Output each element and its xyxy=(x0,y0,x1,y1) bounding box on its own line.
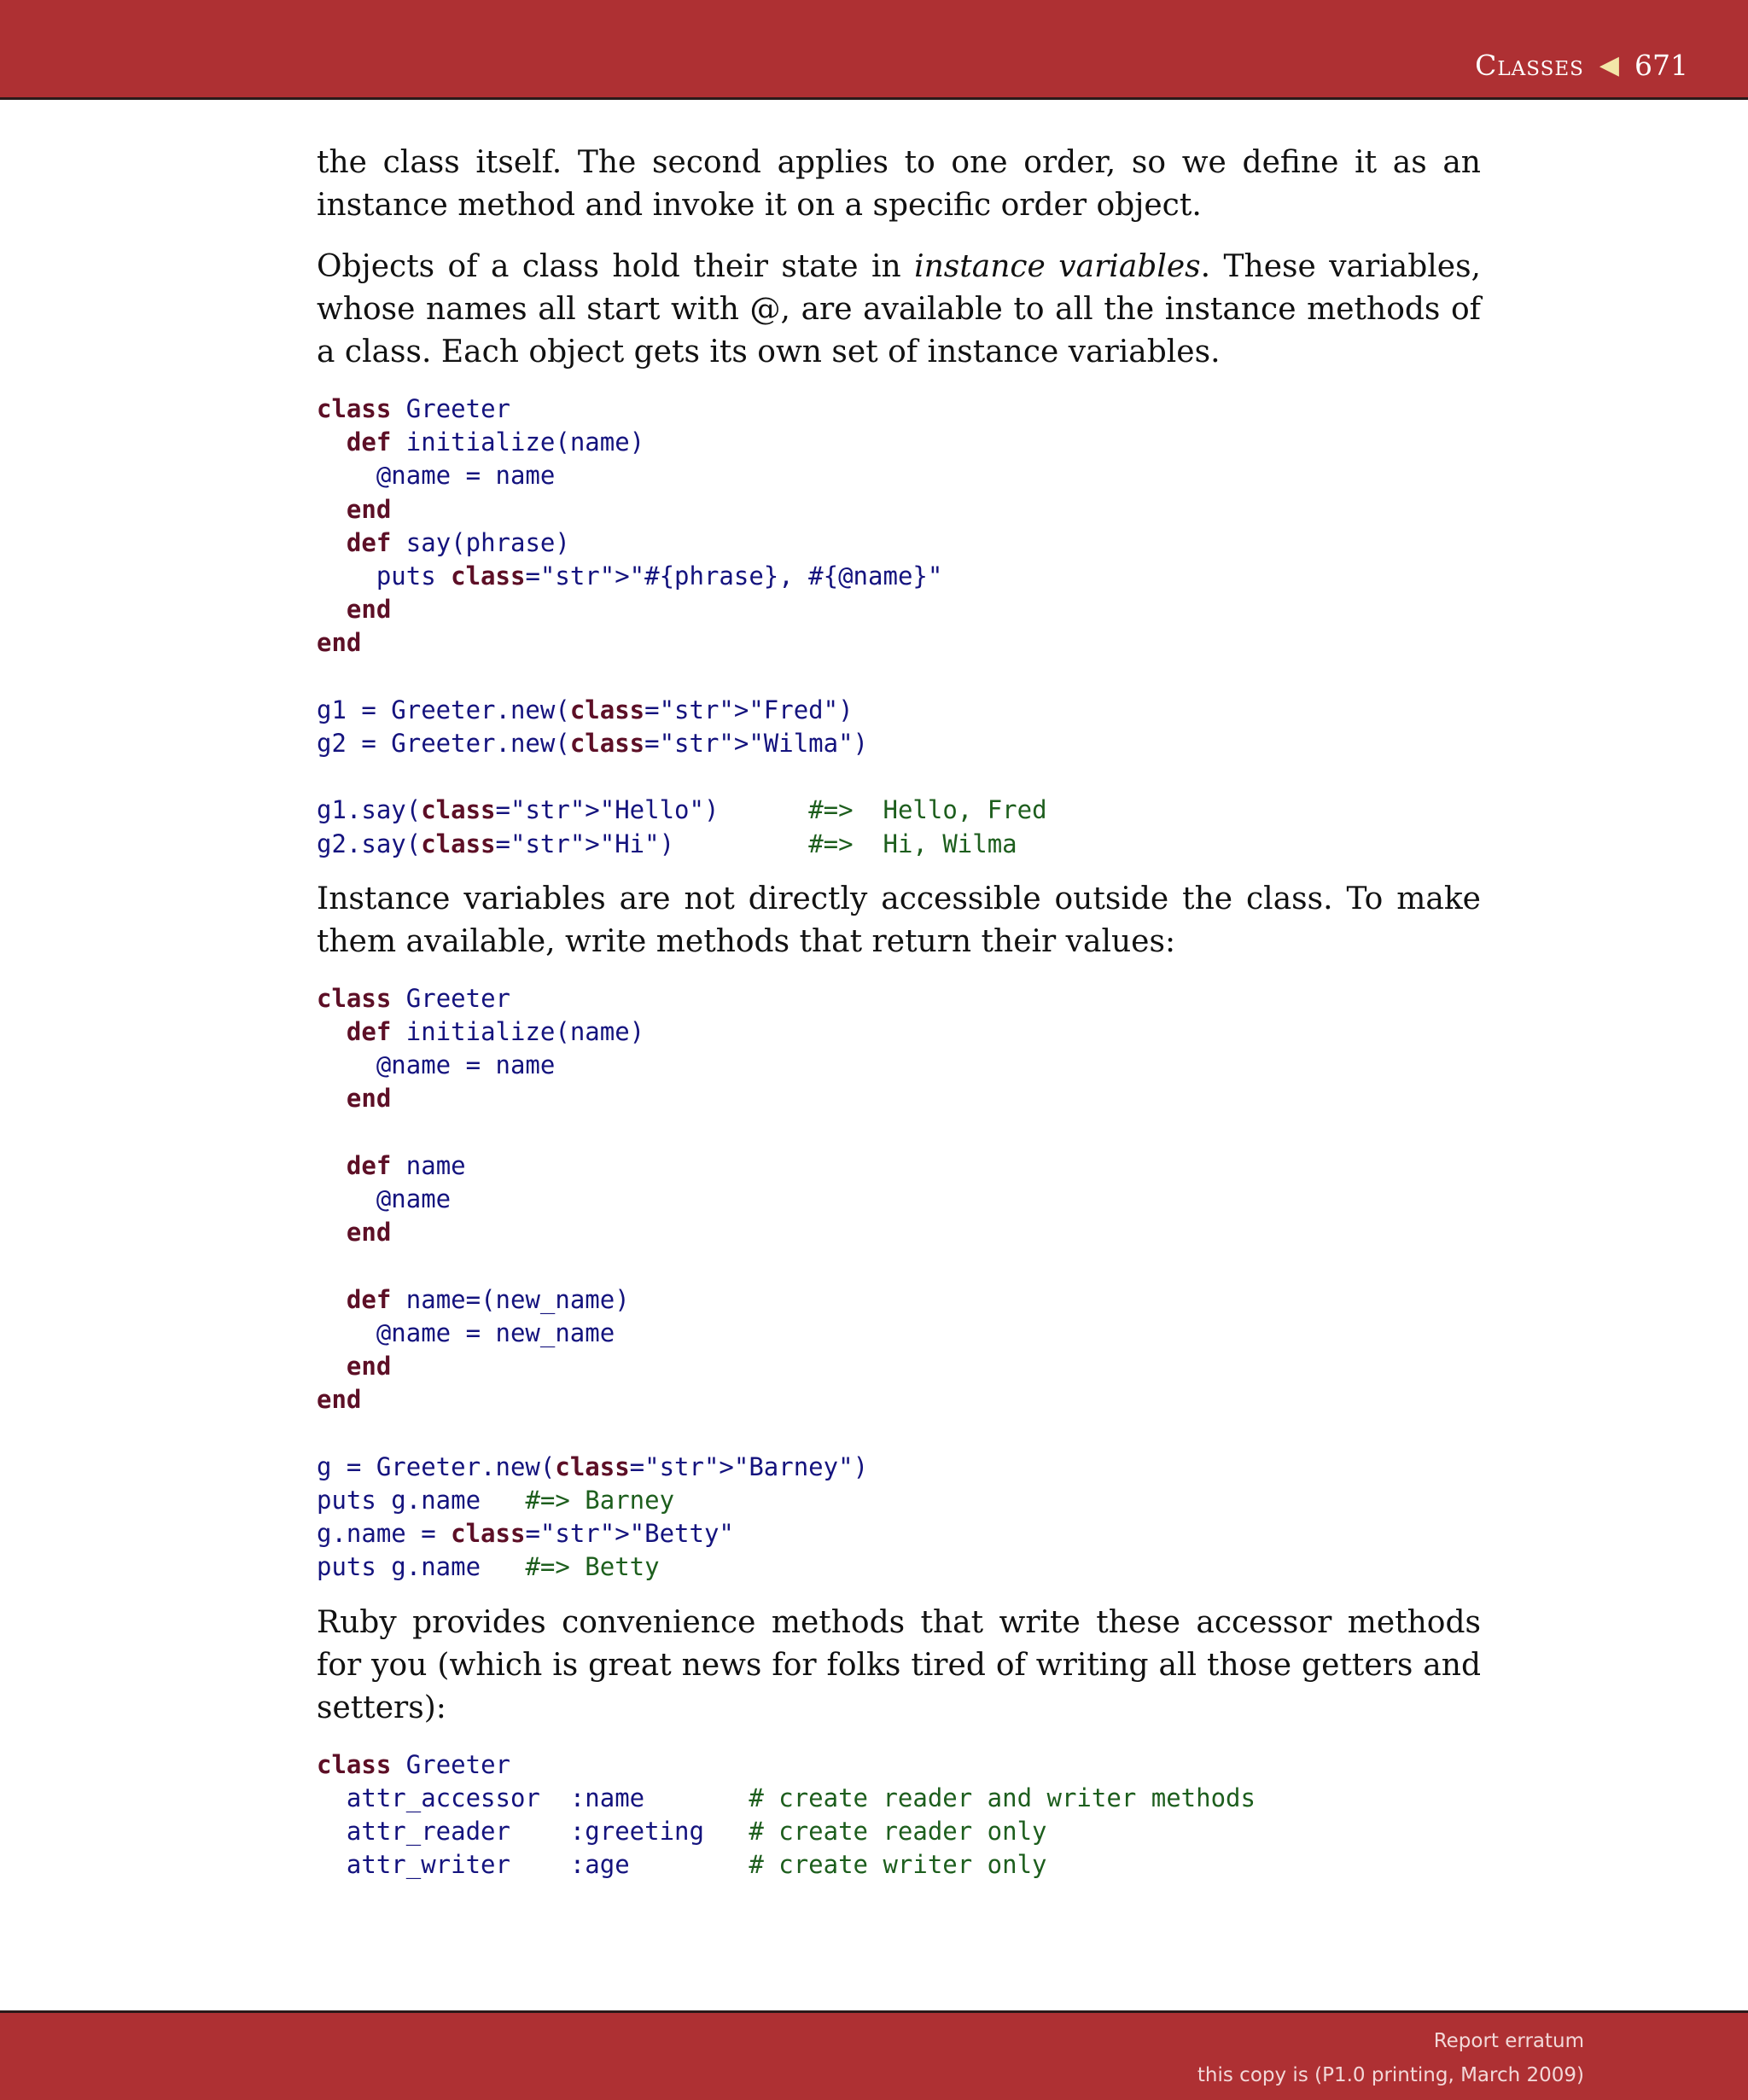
paragraph-instance-variables xyxy=(317,246,1481,374)
ivar-text-before: Objects of a class hold their state in xyxy=(317,249,915,284)
code-block-greeter-accessors xyxy=(317,982,1481,1585)
code-line xyxy=(317,660,1481,694)
code-line: @name = name xyxy=(317,461,556,491)
paragraph-intro: the class itself. The second applies to one order, so we define it as an instance method and invoke it on a specific order object. xyxy=(317,145,1481,223)
code-line: end xyxy=(346,1352,392,1382)
code-line: def initialize(name) xyxy=(346,1017,645,1047)
section-title: Classes xyxy=(1475,49,1584,82)
code-line: end xyxy=(346,1084,392,1114)
header-band xyxy=(0,0,1748,100)
code-line: def name=(new_name) xyxy=(346,1284,630,1314)
code-block-attr-methods xyxy=(317,1748,1481,1882)
code-line: @name = new_name xyxy=(317,1318,615,1347)
code-line: class Greeter xyxy=(317,1749,510,1779)
code-line xyxy=(317,1116,1481,1149)
copy-note: this copy is (P1.0 printing, March 2009) xyxy=(1197,2064,1584,2086)
code-line xyxy=(317,1416,1481,1450)
code-line: puts g.name #=> Betty xyxy=(317,1552,660,1582)
code-line: end xyxy=(317,1385,362,1415)
code-line: g.name = class="str">"Betty" xyxy=(317,1519,734,1549)
code-line: end xyxy=(346,1218,392,1248)
code-line: class Greeter xyxy=(317,394,510,423)
code-line: @name = name xyxy=(317,1050,556,1080)
code-line: attr_writer :age # create writer only xyxy=(317,1850,1047,1880)
code-line xyxy=(317,1249,1481,1283)
code-line: end xyxy=(346,494,392,524)
paragraph-convenience: Ruby provides convenience methods that write these accessor methods for you (which is great news for folks tired of writing all those getters and setters): xyxy=(317,1604,1481,1725)
code-line: class Greeter xyxy=(317,983,510,1013)
code-line: def say(phrase) xyxy=(346,527,570,557)
code-line: g2.say(class="str">"Hi") #=> Hi, Wilma xyxy=(317,829,1017,858)
code-line: puts class="str">"#{phrase}, #{@name}" xyxy=(317,561,943,591)
code-line: g = Greeter.new(class="str">"Barney") xyxy=(317,1451,869,1481)
code-line: g1.say(class="str">"Hello") #=> Hello, Fred xyxy=(317,795,1047,825)
footer-band xyxy=(0,2010,1748,2100)
code-line: def initialize(name) xyxy=(346,428,645,457)
code-line xyxy=(317,760,1481,794)
code-line: @name xyxy=(317,1184,452,1214)
paragraph-accessibility: Instance variables are not directly accessible outside the class. To make them available, write methods that return their values: xyxy=(317,881,1481,959)
left-arrow-icon[interactable]: ◀ xyxy=(1599,49,1619,80)
page-body xyxy=(317,142,1481,1899)
code-line: puts g.name #=> Barney xyxy=(317,1485,675,1515)
page-number: 671 xyxy=(1634,49,1688,82)
code-line: end xyxy=(317,628,362,658)
code-line: attr_reader :greeting # create reader only xyxy=(317,1816,1047,1846)
code-line: def name xyxy=(346,1150,466,1180)
code-line: attr_accessor :name # create reader and writer methods xyxy=(317,1783,1256,1812)
code-block-greeter-say xyxy=(317,393,1481,861)
ivar-text-after: . These variables, whose names all start with @, are available to all the instance methods of a class. Each object gets its own set of instance variables. xyxy=(317,249,1481,369)
running-head xyxy=(1475,49,1688,82)
report-erratum-link[interactable]: Report erratum xyxy=(1433,2030,1584,2052)
code-line: g2 = Greeter.new(class="str">"Wilma") xyxy=(317,729,869,759)
ivar-term: instance variables xyxy=(914,249,1201,284)
code-line: g1 = Greeter.new(class="str">"Fred") xyxy=(317,695,854,724)
code-line: end xyxy=(346,595,392,625)
